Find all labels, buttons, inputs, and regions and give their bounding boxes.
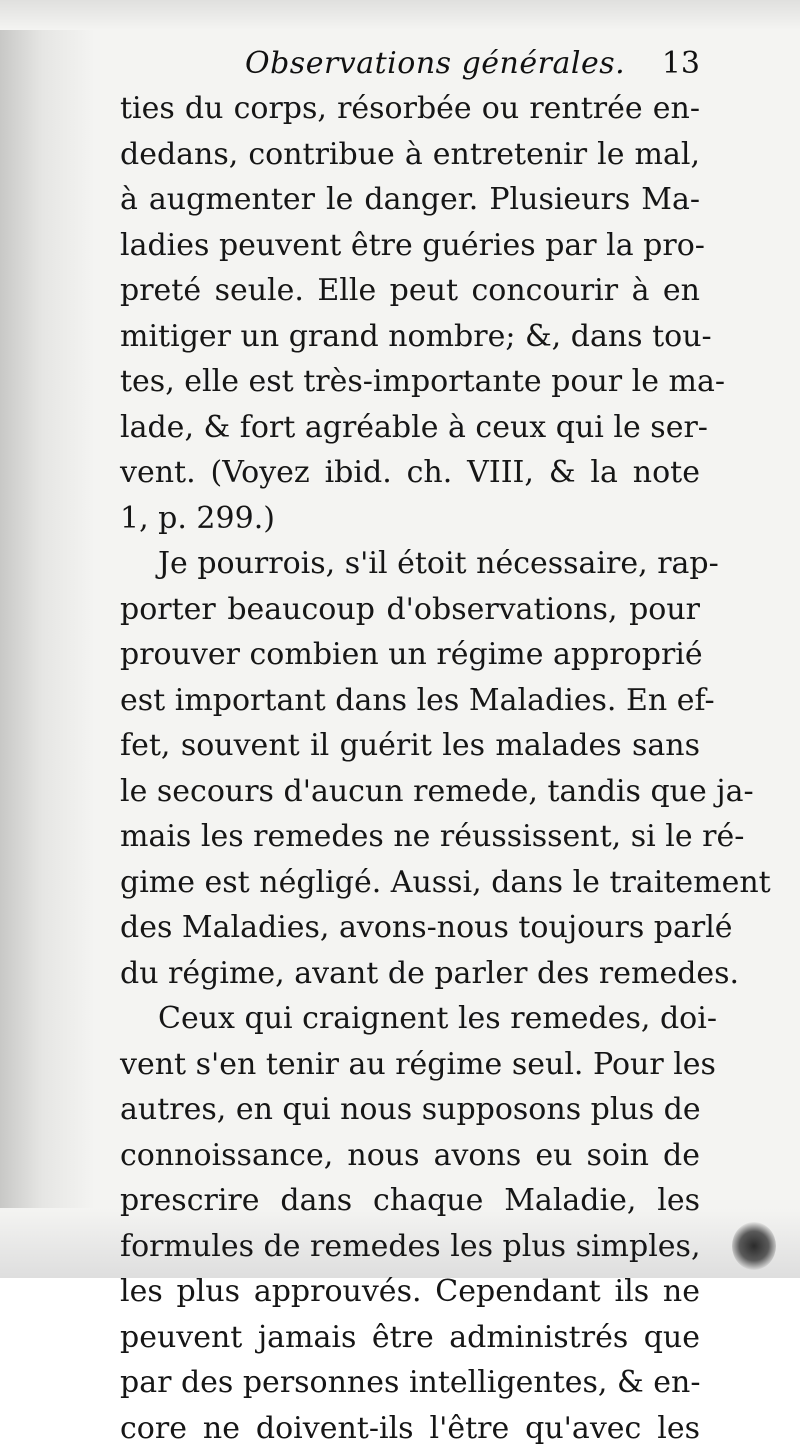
text-line: mais les remedes ne réussissent, si le ré- xyxy=(120,814,700,860)
body-text xyxy=(120,86,700,1451)
text-line: lade, & fort agréable à ceux qui le ser- xyxy=(120,405,700,451)
gutter-shadow xyxy=(0,0,95,1278)
text-line: vent. (Voyez ibid. ch. VIII, & la note xyxy=(120,450,700,496)
paragraph-first-line: Je pourrois, s'il étoit nécessaire, rap- xyxy=(120,541,700,587)
text-line: vent s'en tenir au régime seul. Pour les xyxy=(120,1042,700,1088)
text-line: dedans, contribue à entretenir le mal, xyxy=(120,132,700,178)
text-line: porter beaucoup d'observations, pour xyxy=(120,587,700,633)
text-line: ladies peuvent être guéries par la pro- xyxy=(120,223,700,269)
text-line: 1, p. 299.) xyxy=(120,496,700,542)
text-line: prouver combien un régime approprié xyxy=(120,632,700,678)
text-line: par des personnes intelligentes, & en- xyxy=(120,1360,700,1406)
text-line: peuvent jamais être administrés que xyxy=(120,1315,700,1361)
top-page-edge xyxy=(0,0,800,30)
text-line: à augmenter le danger. Plusieurs Ma- xyxy=(120,177,700,223)
text-line: est important dans les Maladies. En ef- xyxy=(120,678,700,724)
text-line: du régime, avant de parler des remedes. xyxy=(120,951,700,997)
text-line: core ne doivent-ils l'être qu'avec les xyxy=(120,1406,700,1451)
text-line: preté seule. Elle peut concourir à en xyxy=(120,268,700,314)
text-line: autres, en qui nous supposons plus de xyxy=(120,1087,700,1133)
text-line: mitiger un grand nombre; &, dans tou- xyxy=(120,314,700,360)
running-title: Observations générales. xyxy=(245,46,625,81)
text-line: tes, elle est très-importante pour le ma- xyxy=(120,359,700,405)
text-line: des Maladies, avons-nous toujours parlé xyxy=(120,905,700,951)
text-line: connoissance, nous avons eu soin de xyxy=(120,1133,700,1179)
paragraph-first-line: Ceux qui craignent les remedes, doi- xyxy=(120,996,700,1042)
page-number: 13 xyxy=(662,46,700,81)
text-line: ties du corps, résorbée ou rentrée en- xyxy=(120,86,700,132)
text-line: fet, souvent il guérit les malades sans xyxy=(120,723,700,769)
ink-blot xyxy=(732,1222,776,1270)
text-line: prescrire dans chaque Maladie, les xyxy=(120,1178,700,1224)
text-line: les plus approuvés. Cependant ils ne xyxy=(120,1269,700,1315)
text-line: gime est négligé. Aussi, dans le traitement xyxy=(120,860,700,906)
text-line: le secours d'aucun remede, tandis que ja- xyxy=(120,769,700,815)
text-line: formules de remedes les plus simples, xyxy=(120,1224,700,1270)
